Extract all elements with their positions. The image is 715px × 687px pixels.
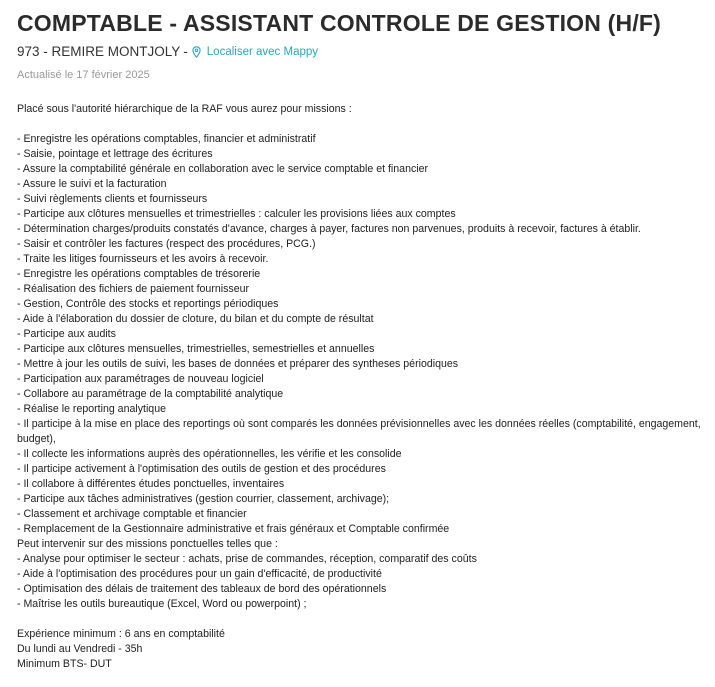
list-item: - Détermination charges/produits constatés d'avance, charges à payer, factures non parvenues, produits à recevoir, factures à établir.	[17, 223, 641, 235]
job-description	[17, 102, 707, 672]
map-pin-icon	[192, 46, 201, 58]
list-item: - Gestion, Contrôle des stocks et reportings périodiques	[17, 298, 279, 310]
list-item: - Participe aux clôtures mensuelles, trimestrielles, semestrielles et annuelles	[17, 343, 375, 355]
list-item: - Classement et archivage comptable et financier	[17, 508, 247, 520]
list-item: - Participe aux tâches administratives (gestion courrier, classement, archivage);	[17, 493, 390, 505]
list-item: - Réalise le reporting analytique	[17, 403, 166, 415]
list-item: - Analyse pour optimiser le secteur : achats, prise de commandes, réception, comparatif des coûts	[17, 553, 477, 565]
punctual-list	[17, 552, 707, 612]
list-item: - Réalisation des fichiers de paiement fournisseur	[17, 283, 250, 295]
education-requirement: Minimum BTS- DUT	[17, 658, 112, 670]
list-item: - Optimisation des délais de traitement des tableaux de bord des opérationnels	[17, 583, 387, 595]
list-item: - Maîtrise les outils bureautique (Excel, Word ou powerpoint) ;	[17, 598, 307, 610]
list-item: - Participation aux paramétrages de nouveau logiciel	[17, 373, 264, 385]
list-item: - Il collecte les informations auprès des opérationnelles, les vérifie et les consolide	[17, 448, 402, 460]
job-offer	[17, 8, 707, 672]
list-item: - Enregistre les opérations comptables de trésorerie	[17, 268, 261, 280]
missions-list	[17, 132, 707, 537]
list-item: - Enregistre les opérations comptables, financier et administratif	[17, 133, 316, 145]
list-item: - Il participe à la mise en place des reportings où sont comparés les données prévisionnelles avec les données réelles (comptabilité, engagement, budget),	[17, 418, 701, 445]
experience-requirement: Expérience minimum : 6 ans en comptabilité	[17, 628, 225, 640]
mappy-link-label: Localiser avec Mappy	[206, 46, 319, 58]
list-item: - Participe aux clôtures mensuelles et trimestrielles : calculer les provisions liées aux comptes	[17, 208, 456, 220]
list-item: - Remplacement de la Gestionnaire administrative et frais généraux et Comptable confirmée	[17, 523, 450, 535]
list-item: - Aide à l'élaboration du dossier de cloture, du bilan et du compte de résultat	[17, 313, 374, 325]
updated-date: Actualisé le 17 février 2025	[17, 69, 150, 81]
list-item: - Saisir et contrôler les factures (respect des procédures, PCG.)	[17, 238, 316, 250]
list-item: - Assure la comptabilité générale en collaboration avec le service comptable et financier	[17, 163, 429, 175]
list-item: - Mettre à jour les outils de suivi, les bases de données et préparer des syntheses périodiques	[17, 358, 459, 370]
list-item: - Traite les litiges fournisseurs et les avoirs à recevoir.	[17, 253, 269, 265]
job-location: 973 - REMIRE MONTJOLY	[17, 44, 181, 59]
punctual-intro: Peut intervenir sur des missions ponctuelles telles que :	[17, 538, 278, 550]
description-intro: Placé sous l'autorité hiérarchique de la RAF vous aurez pour missions :	[17, 103, 352, 115]
page-title: COMPTABLE - ASSISTANT CONTROLE DE GESTION (H/F)	[17, 10, 662, 36]
list-item: - Aide à l'optimisation des procédures pour un gain d'efficacité, de productivité	[17, 568, 382, 580]
location-separator: -	[183, 44, 188, 59]
work-schedule: Du lundi au Vendredi - 35h	[17, 643, 143, 655]
list-item: - Il collabore à différentes études ponctuelles, inventaires	[17, 478, 285, 490]
mappy-link[interactable]	[192, 43, 318, 61]
list-item: - Collabore au paramétrage de la comptabilité analytique	[17, 388, 284, 400]
list-item: - Il participe activement à l'optimisation des outils de gestion et des procédures	[17, 463, 386, 475]
spacer	[17, 612, 707, 627]
list-item: - Participe aux audits	[17, 328, 116, 340]
list-item: - Saisie, pointage et lettrage des écritures	[17, 148, 213, 160]
list-item: - Assure le suivi et la facturation	[17, 178, 167, 190]
list-item: - Suivi règlements clients et fournisseurs	[17, 193, 208, 205]
location-line	[17, 43, 707, 61]
